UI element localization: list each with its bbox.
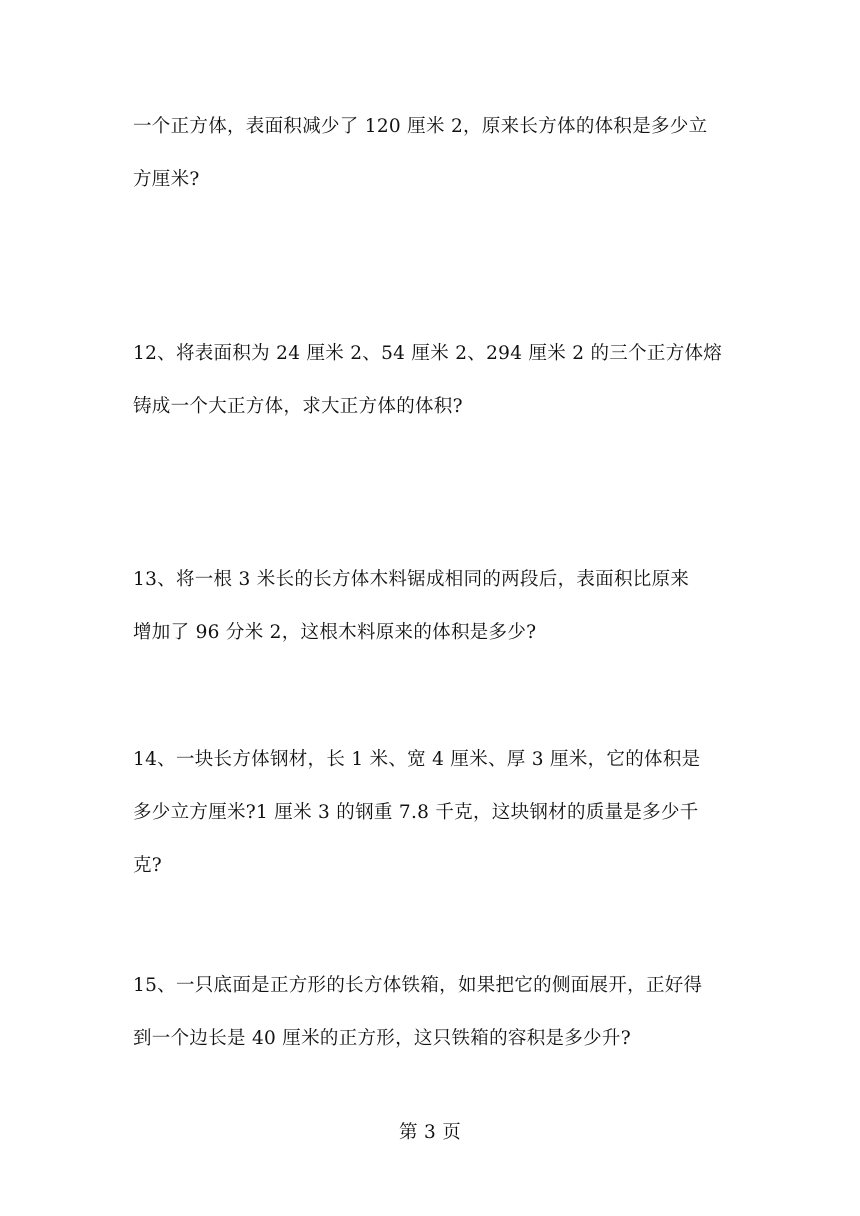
question-text-line: 铸成一个大正方体，求大正方体的体积? <box>133 396 463 417</box>
question-text-line: 到一个边长是 40 厘米的正方形，这只铁箱的容积是多少升? <box>133 1028 631 1049</box>
question-11-continuation <box>133 100 733 206</box>
question-text-line: 多少立方厘米?1 厘米 3 的钢重 7.8 千克，这块钢材的质量是多少千 <box>133 802 699 823</box>
question-text-line: 一个正方体，表面积减少了 120 厘米 2，原来长方体的体积是多少立 <box>133 116 708 137</box>
question-text-line: 增加了 96 分米 2，这根木料原来的体积是多少? <box>133 622 537 643</box>
question-text-line: 13、将一根 3 米长的长方体木料锯成相同的两段后，表面积比原来 <box>133 569 690 590</box>
question-text-line: 15、一只底面是正方形的长方体铁箱，如果把它的侧面展开，正好得 <box>133 975 703 996</box>
question-14 <box>133 733 733 892</box>
question-12 <box>133 327 733 433</box>
question-text-line: 克? <box>133 855 163 876</box>
question-15 <box>133 959 733 1065</box>
question-text-line: 12、将表面积为 24 厘米 2、54 厘米 2、294 厘米 2 的三个正方体熔 <box>133 343 723 364</box>
question-13 <box>133 553 733 659</box>
question-text-line: 方厘米? <box>133 169 200 190</box>
page-number: 第 3 页 <box>398 1122 462 1143</box>
question-text-line: 14、一块长方体钢材，长 1 米、宽 4 厘米、厚 3 厘米，它的体积是 <box>133 749 701 770</box>
